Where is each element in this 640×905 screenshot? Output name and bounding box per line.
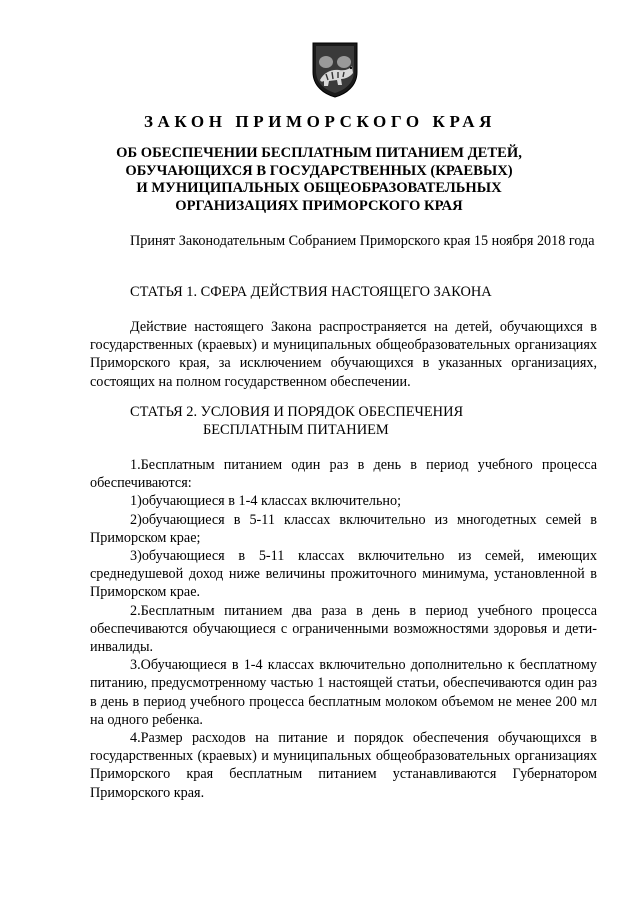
article-2-paragraph: 1.Бесплатным питанием один раз в день в период учебного процесса обеспечиваются: [90, 457, 597, 492]
law-subject-line: И МУНИЦИПАЛЬНЫХ ОБЩЕОБРАЗОВАТЕЛЬНЫХ [136, 180, 502, 196]
article-2-paragraph: 3)обучающиеся в 5-11 классах включительно из семей, имеющих среднедушевой доход ниже величины прожиточного минимума, установленной в Приморском крае. [90, 548, 597, 601]
article-2-paragraph: 3.Обучающиеся в 1-4 классах включительно дополнительно к бесплатному питанию, предусмотренному частью 1 настоящей статьи, обеспечиваются один раз в день в период учебного процесса бесплатным молоком объемом не менее 200 мл на одного ребенка. [90, 657, 597, 728]
article-2-heading-line: БЕСПЛАТНЫМ ПИТАНИЕМ [203, 422, 389, 438]
article-2-paragraph: 2)обучающиеся в 5-11 классах включительно из многодетных семей в Приморском крае; [90, 511, 597, 546]
article-1-heading: СТАТЬЯ 1. СФЕРА ДЕЙСТВИЯ НАСТОЯЩЕГО ЗАКОНА [130, 284, 492, 300]
article-2-body [90, 456, 597, 802]
article-2-paragraph: 1)обучающиеся в 1-4 классах включительно; [130, 493, 402, 510]
article-2-heading [130, 403, 463, 439]
primorsky-krai-coat-of-arms-icon [312, 42, 358, 98]
law-subject [90, 145, 548, 215]
article-1-body [90, 318, 597, 391]
article-1-paragraph: Действие настоящего Закона распространяется на детей, обучающихся в государственных (краевых) и муниципальных общеобразовательных организациях Приморского края, за исключением обучающихся в указанных организациях, состоящих на полном государственном обеспечении. [90, 319, 597, 390]
law-subject-line: ОБ ОБЕСПЕЧЕНИИ БЕСПЛАТНЫМ ПИТАНИЕМ ДЕТЕЙ, [116, 145, 522, 161]
adoption-note: Принят Законодательным Собранием Приморского края 15 ноября 2018 года [130, 233, 595, 249]
article-2-heading-line: СТАТЬЯ 2. УСЛОВИЯ И ПОРЯДОК ОБЕСПЕЧЕНИЯ [130, 404, 464, 420]
law-subject-line: ОРГАНИЗАЦИЯХ ПРИМОРСКОГО КРАЯ [175, 197, 463, 214]
article-2-paragraph: 2.Бесплатным питанием два раза в день в период учебного процесса обеспечиваются обучающиеся с ограниченными возможностями здоровья и дети-инвалиды. [90, 602, 597, 656]
law-title: ЗАКОН ПРИМОРСКОГО КРАЯ [143, 112, 497, 131]
law-subject-line: ОБУЧАЮЩИХСЯ В ГОСУДАРСТВЕННЫХ (КРАЕВЫХ) [125, 162, 513, 179]
article-2-paragraph: 4.Размер расходов на питание и порядок обеспечения обучающихся в государственных (краевых) и муниципальных общеобразовательных организациях Приморского края бесплатным питанием устанавливаются Губернатором Приморского края. [90, 730, 597, 801]
